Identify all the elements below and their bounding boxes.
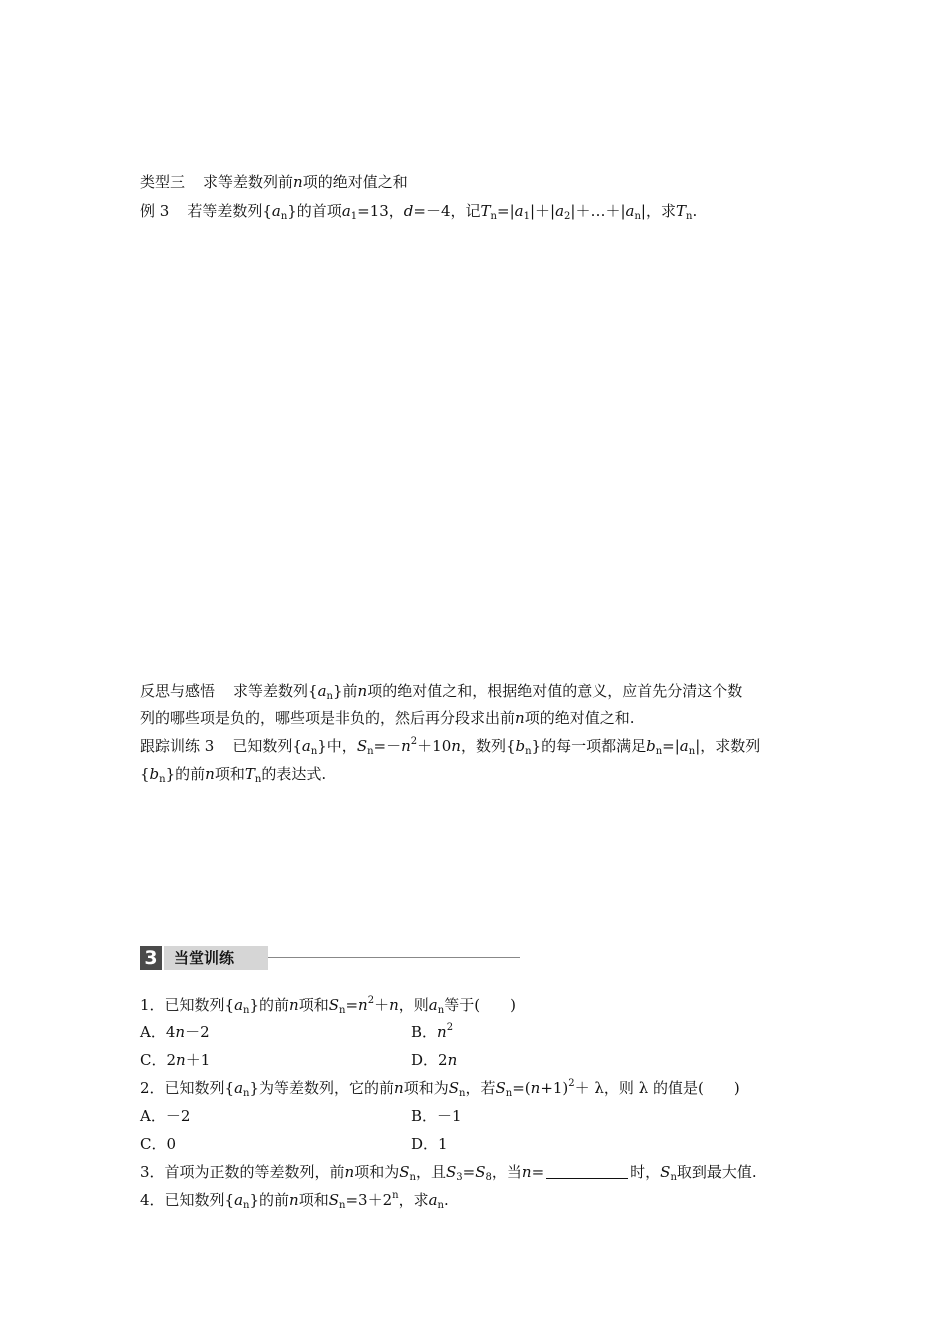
question-3: 3．首项为正数的等差数列，前n项和为$S_n$，且$S_3=S_8$，当n= 时，$S_n$取到最大值.: [140, 1163, 757, 1183]
q2-option-c: C．0: [140, 1135, 177, 1153]
tracking3-line-2: $\{b_n\}$的前n项和$T_n$的表达式.: [140, 765, 327, 785]
q2-option-d: D．1: [411, 1135, 448, 1153]
question-2: 2．已知数列$\{a_n\}$为等差数列，它的前n项和为$S_n$，若$S_n=(n+1)^2+ \lambda$，则 λ 的值是( ): [140, 1078, 740, 1099]
tracking3-line-1: 跟踪训练 3 已知数列$\{a_n\}$中，$S_n=-n^2+10n$，数列$\{b_n\}$的每一项都满足$b_n=|a_n|$，求数列: [140, 736, 761, 757]
q1-option-d: D．2n: [411, 1051, 458, 1069]
reflection-line-2: 列的哪些项是负的，哪些项是非负的，然后再分段求出前n项的绝对值之和.: [140, 709, 635, 727]
section-header: [140, 946, 520, 970]
question-4: 4．已知数列$\{a_n\}$的前n项和$S_n=3+2^n$，求$a_n$.: [140, 1190, 449, 1211]
q2-option-a: A．－2: [140, 1107, 191, 1125]
type3-heading: 类型三 求等差数列前n项的绝对值之和: [140, 173, 408, 191]
q2-option-b: B．－1: [411, 1107, 462, 1125]
q1-option-b: B．$n^2$: [411, 1022, 454, 1041]
tracking3-label: 跟踪训练 3: [140, 737, 215, 755]
q1-option-c: C．2n＋1: [140, 1051, 211, 1069]
example3-text: 例 3 若等差数列$\{a_n\}$的首项$a_1=13$，d=－4，记$T_n=|a_1|+|a_2|+\dots+|a_n|$，求$T_n$.: [140, 202, 698, 222]
q1-option-a: A．4n－2: [140, 1023, 210, 1041]
type3-label: 类型三: [140, 173, 186, 191]
reflection-label: 反思与感悟: [140, 682, 216, 700]
reflection-line-1: 反思与感悟 求等差数列$\{a_n\}$前n项的绝对值之和，根据绝对值的意义，应首先分清这个数: [140, 682, 743, 702]
section-title: 当堂训练: [164, 946, 268, 970]
answer-blank: [546, 1164, 628, 1179]
section-divider: [268, 957, 520, 958]
example3-label: 例 3: [140, 202, 170, 220]
question-1: 1．已知数列$\{a_n\}$的前n项和$S_n=n^2+n$，则$a_n$等于( ): [140, 995, 516, 1016]
section-number: 3: [140, 946, 162, 970]
